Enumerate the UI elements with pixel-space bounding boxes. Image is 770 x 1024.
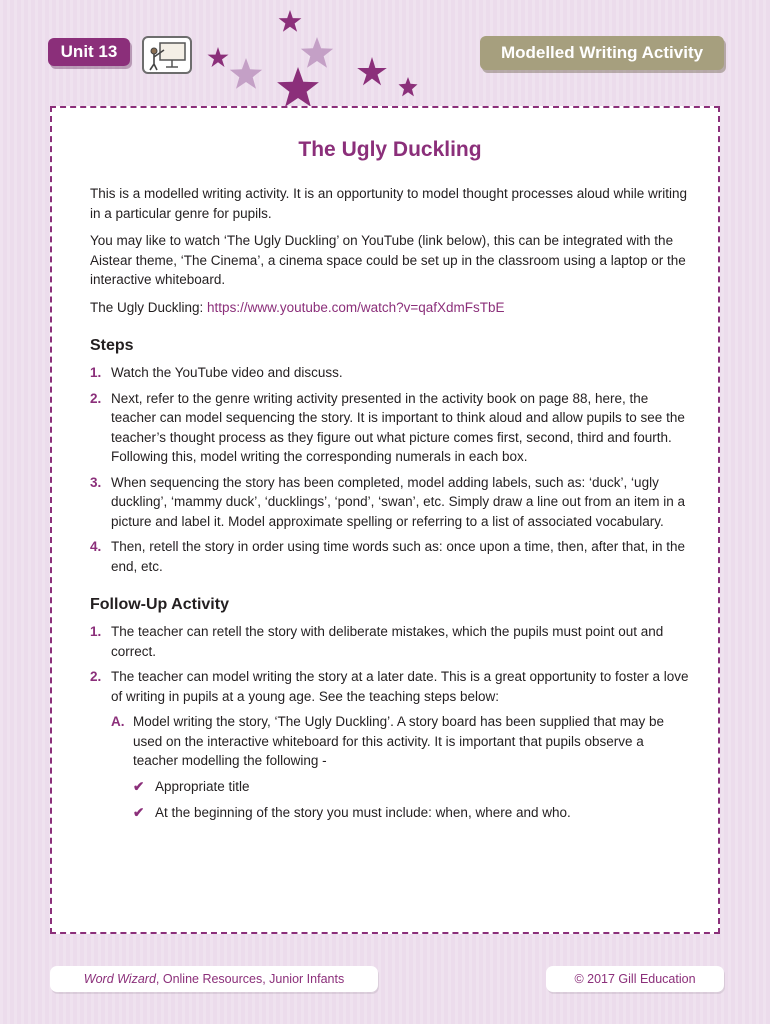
step-text: When sequencing the story has been completed, model adding labels, such as: ‘duck’, ‘ugly duckling’, ‘mammy duck’, ‘ducklings’, ‘pond’, ‘swan’, etc. Simply draw a line out from an item in a picture and label it. Model approximate spelling or referring to a list of associated vocabulary.	[111, 474, 685, 529]
video-link-line	[90, 298, 690, 318]
page-title: The Ugly Duckling	[298, 138, 482, 161]
step-number: 2.	[90, 390, 102, 406]
footer-copyright: © 2017 Gill Education	[546, 966, 724, 992]
step-text: The teacher can model writing the story at a later date. This is a great opportunity to foster a love of writing in pupils at a young age. See the teaching steps below:	[111, 669, 689, 704]
sub-step-letter: A.	[111, 714, 125, 729]
step-text: Then, retell the story in order using time words such as: once upon a time, then, after that, in the end, etc.	[111, 539, 686, 574]
star-icon	[208, 47, 229, 67]
step-number: 1.	[90, 624, 102, 639]
star-icon	[277, 67, 319, 107]
list-item	[90, 667, 690, 823]
step-number: 1.	[90, 365, 102, 380]
content-card	[50, 106, 720, 934]
youtube-link[interactable]: https://www.youtube.com/watch?v=qafXdmFsTbE	[207, 299, 505, 315]
list-item	[90, 473, 690, 532]
list-item	[90, 389, 690, 467]
step-number: 2.	[90, 669, 102, 684]
step-text: The teacher can retell the story with deliberate mistakes, which the pupils must point out and correct.	[111, 624, 664, 659]
content-body	[90, 138, 690, 830]
steps-heading: Steps	[90, 337, 134, 354]
list-item	[90, 363, 690, 383]
sub-step-text: Model writing the story, ‘The Ugly Duckling’. A story board has been supplied that may be used on the interactive whiteboard for this activity. It is important that pupils observe a teacher modelling the following -	[133, 714, 665, 768]
checklist-text: Appropriate title	[155, 778, 250, 794]
step-number: 3.	[90, 474, 102, 490]
checklist	[133, 777, 690, 823]
decorative-stars	[200, 6, 440, 110]
star-icon	[301, 37, 333, 68]
footer-book-title: Word Wizard	[83, 972, 156, 986]
list-item	[90, 537, 690, 576]
check-icon: ✔	[133, 778, 145, 794]
step-text: Watch the YouTube video and discuss.	[111, 365, 343, 380]
teacher-whiteboard-icon	[142, 36, 192, 74]
list-item	[90, 622, 690, 661]
star-icon	[230, 58, 262, 89]
followup-list	[90, 622, 690, 823]
step-text: Next, refer to the genre writing activity presented in the activity book on page 88, here, the teacher can model sequencing the story. It is important to think aloud and allow pupils to see the teacher’s thought process as they figure out what picture comes first, second, third and fourth. Following this, model writing the corresponding numerals in each box.	[111, 390, 685, 464]
unit-badge: Unit 13	[48, 38, 130, 66]
sub-steps-list	[111, 712, 690, 823]
checklist-item	[133, 777, 690, 797]
list-item	[111, 712, 690, 823]
followup-heading: Follow-Up Activity	[90, 596, 229, 613]
video-link-label: The Ugly Duckling:	[90, 299, 208, 315]
intro-paragraph: This is a modelled writing activity. It is an opportunity to model thought processes aloud while writing in a particular genre for pupils.	[90, 186, 688, 221]
footer-book-info	[50, 966, 378, 992]
activity-type-badge: Modelled Writing Activity	[480, 36, 724, 70]
star-icon	[357, 57, 387, 85]
step-number: 4.	[90, 539, 102, 554]
star-icon	[399, 77, 418, 96]
footer-book-details: , Online Resources, Junior Infants	[155, 972, 345, 986]
steps-list	[90, 363, 690, 576]
check-icon: ✔	[133, 805, 145, 820]
intro-paragraph: You may like to watch ‘The Ugly Duckling’ on YouTube (link below), this can be integrated with the Aistear theme, ‘The Cinema’, a cinema space could be set up in the classroom using a laptop or the interactive whiteboard.	[90, 233, 686, 287]
star-icon	[279, 10, 302, 32]
checklist-item	[133, 803, 690, 823]
checklist-text: At the beginning of the story you must include: when, where and who.	[155, 805, 571, 820]
